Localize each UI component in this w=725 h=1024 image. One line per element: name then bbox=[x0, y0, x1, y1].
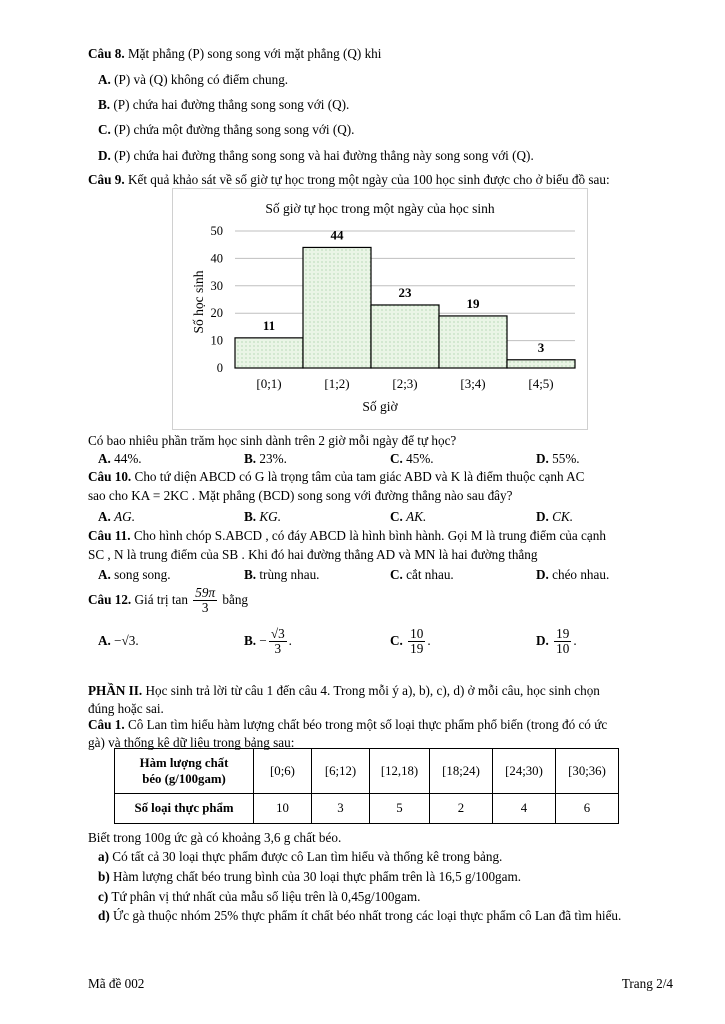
option-letter: B. bbox=[244, 567, 257, 582]
x-tick-label: [1;2) bbox=[324, 376, 350, 391]
option-letter: C. bbox=[390, 567, 403, 582]
p2q1-note: Biết trong 100g ức gà có khoảng 3,6 g chất béo. bbox=[88, 830, 342, 845]
q11-option-c[interactable] bbox=[390, 566, 454, 584]
p2q1-text: Cô Lan tìm hiểu hàm lượng chất béo trong một số loại thực phẩm phổ biến (trong đó có ức bbox=[127, 717, 608, 732]
table-cell: [18;24) bbox=[430, 749, 493, 794]
y-tick-label: 30 bbox=[210, 278, 223, 293]
fraction-numerator: 19 bbox=[556, 626, 570, 642]
statement-text: Ức gà thuộc nhóm 25% thực phẩm ít chất béo nhất trong các loại thực phẩm cô Lan đã tìm hiểu. bbox=[113, 908, 622, 923]
q11-option-d[interactable] bbox=[536, 566, 609, 584]
q12-fraction bbox=[193, 586, 217, 615]
y-tick-label: 20 bbox=[210, 306, 223, 321]
table-cell: 5 bbox=[370, 794, 430, 824]
x-tick-label: [3;4) bbox=[460, 376, 486, 391]
table-header-label bbox=[115, 749, 254, 794]
table-header-row bbox=[115, 749, 619, 794]
table-cell: [24;30) bbox=[493, 749, 556, 794]
p2q1-statement-d[interactable] bbox=[98, 907, 621, 925]
q10-option-d[interactable] bbox=[536, 508, 573, 526]
header-line: Hàm lượng chất bbox=[139, 756, 229, 770]
y-tick-label: 0 bbox=[216, 361, 223, 375]
part2-intro-line1 bbox=[88, 682, 600, 700]
part2-intro-line2: đúng hoặc sai. bbox=[88, 701, 164, 716]
option-text: chéo nhau. bbox=[552, 567, 610, 582]
option-letter: A. bbox=[98, 72, 111, 87]
option-fraction bbox=[554, 627, 571, 656]
x-tick-label: [4;5) bbox=[528, 376, 554, 391]
statement-letter: b) bbox=[98, 869, 110, 884]
bar-4 bbox=[439, 316, 507, 368]
option-letter: A. bbox=[98, 509, 111, 524]
data-label: 23 bbox=[398, 284, 412, 300]
option-text: AG. bbox=[114, 509, 136, 524]
q12-suffix: bằng bbox=[222, 592, 249, 607]
option-letter: D. bbox=[536, 633, 549, 648]
option-letter: C. bbox=[98, 122, 111, 137]
p2q1-label: Câu 1. bbox=[88, 717, 125, 732]
bar-1 bbox=[235, 338, 303, 368]
q10-option-a[interactable] bbox=[98, 508, 135, 526]
part2-label: PHẦN II. bbox=[88, 683, 143, 698]
q12-option-d[interactable] bbox=[536, 622, 577, 660]
option-text: −√3. bbox=[114, 633, 139, 648]
option-letter: C. bbox=[390, 509, 403, 524]
header-line: béo (g/100gam) bbox=[142, 772, 226, 786]
table-cell: 10 bbox=[254, 794, 312, 824]
option-letter: B. bbox=[98, 97, 111, 112]
q8-stem bbox=[88, 45, 381, 63]
table-row-label: Số loại thực phẩm bbox=[115, 794, 254, 824]
table-cell: [0;6) bbox=[254, 749, 312, 794]
q8-text: Mặt phẳng (P) song song với mặt phẳng (Q) khi bbox=[127, 46, 382, 61]
q11-stem-line1 bbox=[88, 527, 606, 545]
histogram-chart bbox=[173, 189, 587, 429]
y-tick-label: 40 bbox=[210, 251, 223, 266]
q9-option-d[interactable] bbox=[536, 450, 580, 468]
q9-label: Câu 9. bbox=[88, 172, 125, 187]
option-letter: A. bbox=[98, 451, 111, 466]
q12-stem bbox=[88, 582, 248, 618]
option-letter: A. bbox=[98, 567, 111, 582]
q9-question: Có bao nhiêu phần trăm học sinh dành trên 2 giờ mỗi ngày để tự học? bbox=[88, 433, 457, 448]
q9-stem bbox=[88, 171, 610, 189]
option-text: 44%. bbox=[114, 451, 142, 466]
q9-option-c[interactable] bbox=[390, 450, 434, 468]
q9-option-a[interactable] bbox=[98, 450, 142, 468]
p2q1-stem-line1 bbox=[88, 716, 607, 734]
option-letter: B. bbox=[244, 451, 257, 466]
option-letter: B. bbox=[244, 509, 257, 524]
q10-text: Cho tứ diện ABCD có G là trọng tâm của tam giác ABD và K là điểm thuộc cạnh AC bbox=[134, 469, 585, 484]
q8-option-a[interactable] bbox=[98, 71, 288, 89]
table-cell: 6 bbox=[556, 794, 619, 824]
option-fraction bbox=[269, 627, 287, 656]
fraction-numerator: 10 bbox=[410, 626, 424, 642]
chart-title: Số giờ tự học trong một ngày của học sinh bbox=[265, 201, 495, 216]
statement-letter: d) bbox=[98, 908, 110, 923]
statement-text: Tứ phân vị thứ nhất của mẫu số liệu trên là 0,45g/100gam. bbox=[111, 889, 421, 904]
q10-stem-line1 bbox=[88, 468, 584, 486]
option-text: 23%. bbox=[259, 451, 287, 466]
bar-3 bbox=[371, 305, 439, 368]
option-text: 55%. bbox=[552, 451, 580, 466]
q10-stem-line2: sao cho KA = 2KC . Mặt phẳng (BCD) song song với đường thẳng nào sau đây? bbox=[88, 488, 513, 503]
q12-label: Câu 12. bbox=[88, 592, 132, 607]
bar-5 bbox=[507, 360, 575, 368]
q11-option-b[interactable] bbox=[244, 566, 319, 584]
option-letter: D. bbox=[536, 451, 549, 466]
table-cell: 4 bbox=[493, 794, 556, 824]
option-text: (P) chứa một đường thẳng song song với (Q). bbox=[114, 122, 355, 137]
q9-text: Kết quả khảo sát về số giờ tự học trong một ngày của 100 học sinh được cho ở biểu đồ sau: bbox=[127, 172, 610, 187]
q11-label: Câu 11. bbox=[88, 528, 131, 543]
x-tick-label: [2;3) bbox=[392, 376, 418, 391]
table-cell: 3 bbox=[312, 794, 370, 824]
fraction-denominator: 3 bbox=[201, 600, 209, 616]
p2q1-statement-c[interactable] bbox=[98, 888, 420, 906]
option-dot: . bbox=[427, 633, 431, 648]
fraction-denominator: 3 bbox=[274, 641, 282, 657]
statement-letter: a) bbox=[98, 849, 109, 864]
option-letter: D. bbox=[536, 509, 549, 524]
q8-label: Câu 8. bbox=[88, 46, 125, 61]
p2q1-statement-b[interactable] bbox=[98, 868, 521, 886]
option-letter: C. bbox=[390, 633, 403, 648]
table-cell: [6;12) bbox=[312, 749, 370, 794]
statement-letter: c) bbox=[98, 889, 109, 904]
footer-page-number: Trang 2/4 bbox=[621, 976, 673, 991]
option-text: song song. bbox=[114, 567, 171, 582]
fraction-numerator: √3 bbox=[270, 626, 285, 642]
data-label: 44 bbox=[330, 227, 344, 243]
bar-2 bbox=[303, 247, 371, 368]
option-text: AK. bbox=[406, 509, 427, 524]
table-cell: 2 bbox=[430, 794, 493, 824]
part2-text: Học sinh trả lời từ câu 1 đến câu 4. Trong mỗi ý a), b), c), d) ở mỗi câu, học sinh chọn bbox=[145, 683, 600, 698]
option-fraction bbox=[408, 627, 425, 656]
y-axis-label: Số học sinh bbox=[191, 270, 206, 334]
option-text: (P) chứa hai đường thẳng song song với (Q). bbox=[113, 97, 350, 112]
table-row bbox=[115, 794, 619, 824]
option-text: trùng nhau. bbox=[259, 567, 320, 582]
data-label: 19 bbox=[466, 295, 480, 311]
q8-option-c[interactable] bbox=[98, 121, 354, 139]
fraction-denominator: 10 bbox=[556, 641, 570, 657]
option-letter: D. bbox=[536, 567, 549, 582]
q9-option-b[interactable] bbox=[244, 450, 287, 468]
option-sign: − bbox=[259, 633, 267, 648]
p2q1-stem-line2: gà) và thống kê dữ liệu trong bảng sau: bbox=[88, 735, 295, 750]
q12-option-c[interactable] bbox=[390, 622, 431, 660]
q10-option-c[interactable] bbox=[390, 508, 426, 526]
option-dot: . bbox=[573, 633, 577, 648]
y-tick-label: 10 bbox=[210, 333, 223, 348]
option-letter: C. bbox=[390, 451, 403, 466]
option-letter: D. bbox=[98, 148, 111, 163]
option-text: 45%. bbox=[406, 451, 434, 466]
option-text: (P) chứa hai đường thẳng song song và hai đường thẳng này song song với (Q). bbox=[114, 148, 534, 163]
x-axis-label: Số giờ bbox=[362, 399, 398, 414]
q12-option-a[interactable] bbox=[98, 632, 139, 650]
q12-prefix: Giá trị tan bbox=[134, 592, 188, 607]
y-tick-label: 50 bbox=[210, 224, 223, 238]
option-text: KG. bbox=[259, 509, 282, 524]
data-label: 3 bbox=[537, 339, 545, 355]
x-tick-label: [0;1) bbox=[256, 376, 282, 391]
statement-text: Có tất cả 30 loại thực phẩm được cô Lan tìm hiểu và thống kê trong bảng. bbox=[112, 849, 503, 864]
chart-frame bbox=[172, 188, 588, 430]
q8-option-b[interactable] bbox=[98, 96, 349, 114]
fraction-denominator: 19 bbox=[410, 641, 424, 657]
q10-option-b[interactable] bbox=[244, 508, 281, 526]
option-letter: B. bbox=[244, 633, 257, 648]
option-dot: . bbox=[288, 633, 292, 648]
q10-label: Câu 10. bbox=[88, 469, 132, 484]
statement-text: Hàm lượng chất béo trung bình của 30 loại thực phẩm trên là 16,5 g/100gam. bbox=[113, 869, 522, 884]
footer-exam-code: Mã đề 002 bbox=[88, 976, 145, 991]
option-text: cắt nhau. bbox=[406, 567, 454, 582]
q11-stem-line2: SC , N là trung điểm của SB . Khi đó hai đường thẳng AD và MN là hai đường thẳng bbox=[88, 547, 538, 562]
option-text: (P) và (Q) không có điểm chung. bbox=[114, 72, 289, 87]
table-cell: [30;36) bbox=[556, 749, 619, 794]
option-letter: A. bbox=[98, 633, 111, 648]
fraction-numerator: 59π bbox=[195, 585, 216, 601]
q12-option-b[interactable] bbox=[244, 622, 292, 660]
q11-text: Cho hình chóp S.ABCD , có đáy ABCD là hình bình hành. Gọi M là trung điểm của cạnh bbox=[133, 528, 606, 543]
p2q1-statement-a[interactable] bbox=[98, 848, 502, 866]
table-cell: [12,18) bbox=[370, 749, 430, 794]
q8-option-d[interactable] bbox=[98, 147, 534, 165]
data-label: 11 bbox=[262, 317, 276, 333]
option-text: CK. bbox=[552, 509, 574, 524]
fat-content-table bbox=[114, 748, 619, 824]
